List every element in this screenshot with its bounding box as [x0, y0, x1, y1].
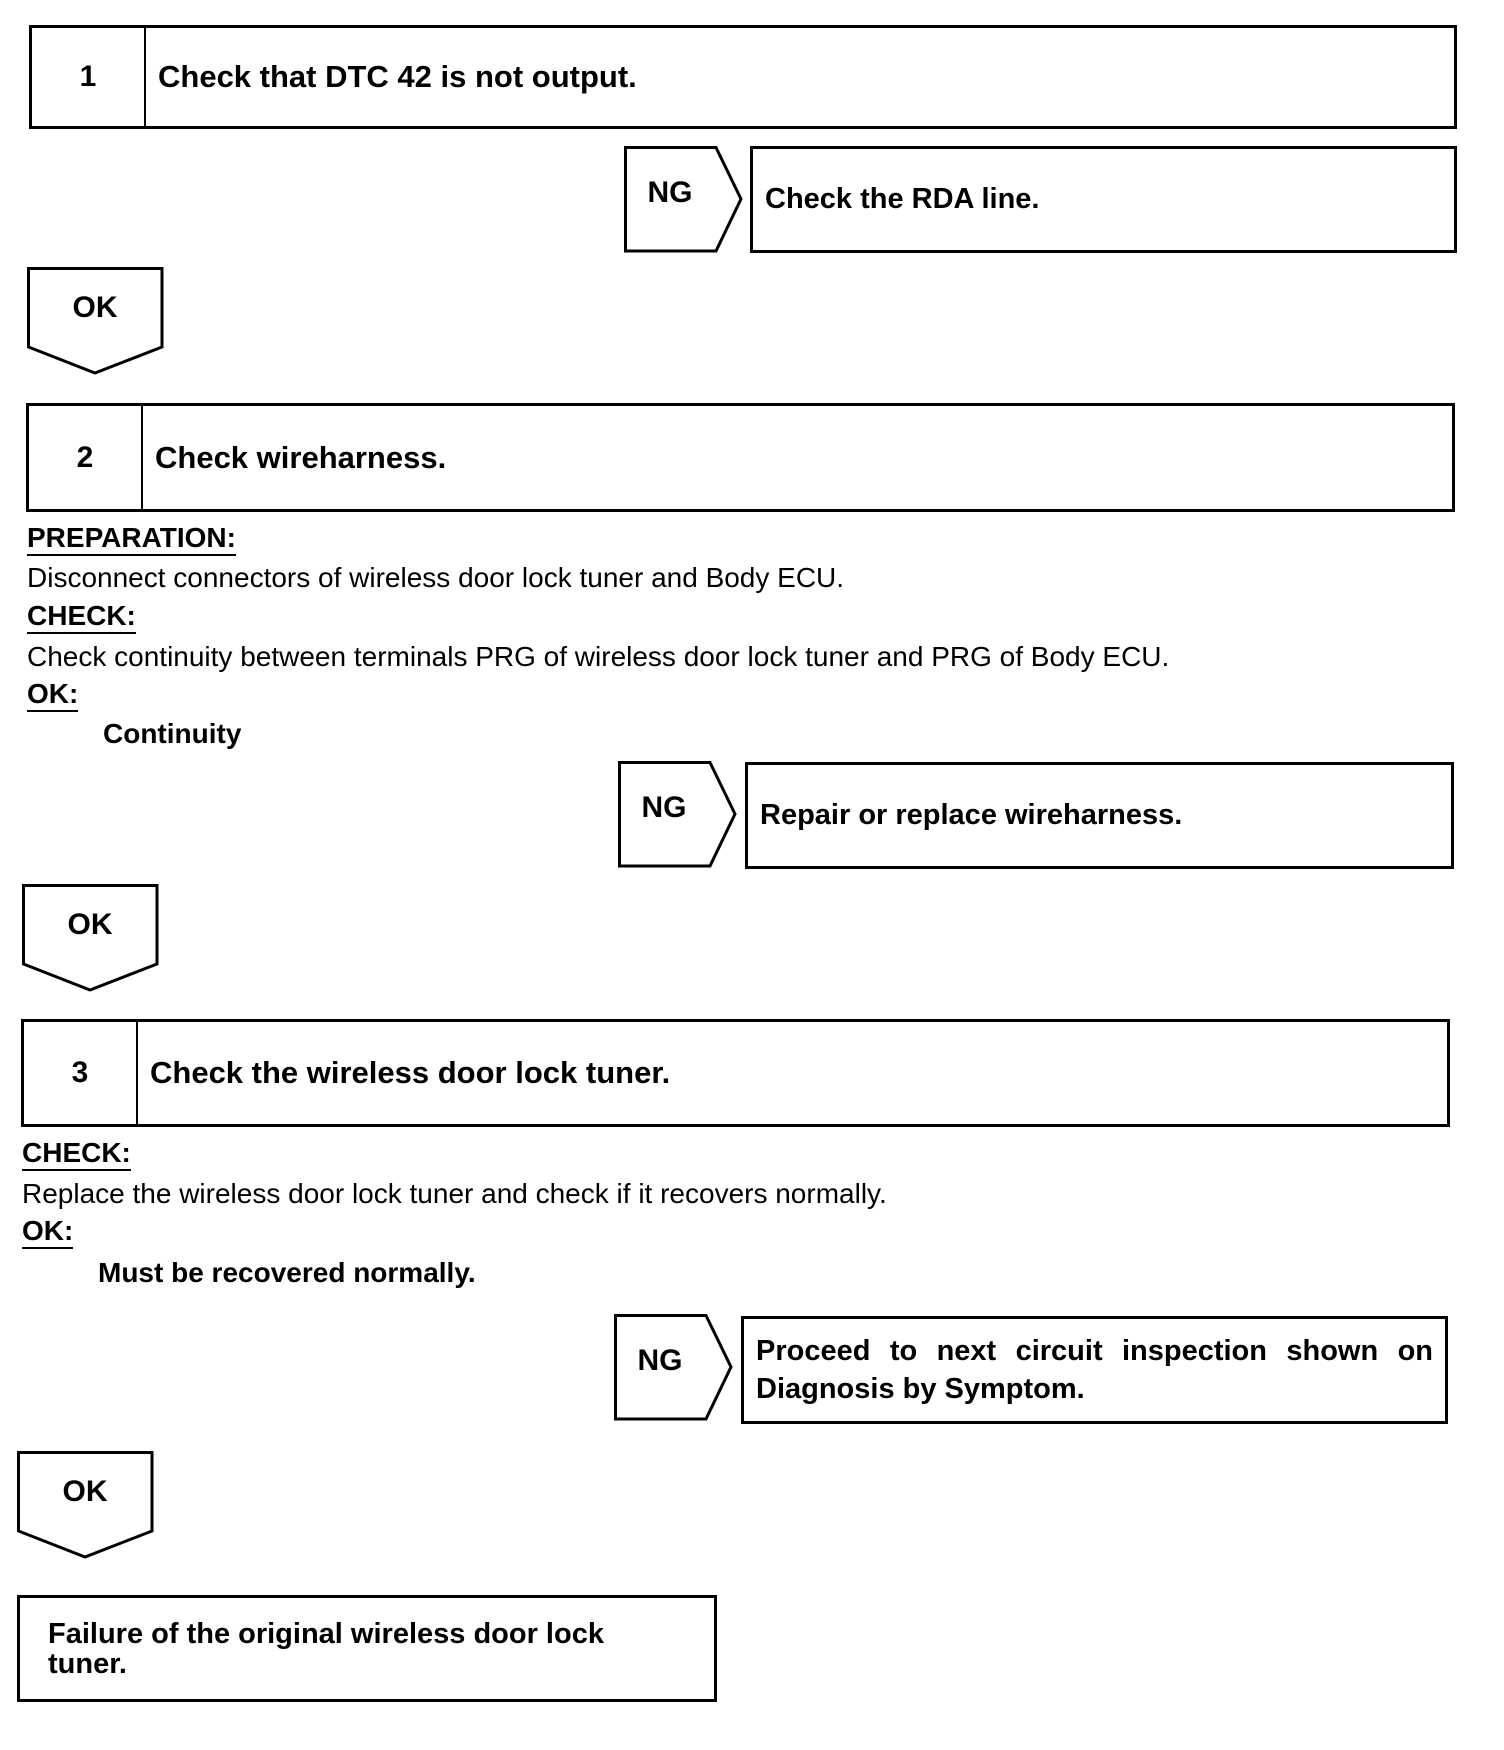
step-2-box — [26, 403, 1455, 512]
step-title: Check that DTC 42 is not output. — [158, 59, 637, 94]
ok-spec-label: OK: — [22, 1215, 73, 1249]
ng-label: NG — [641, 791, 687, 824]
ok-arrow-3 — [17, 1451, 155, 1559]
ok-label: OK — [62, 1475, 108, 1508]
step-number: 3 — [24, 1022, 138, 1124]
final-result-box: Failure of the original wireless door lock tuner. — [17, 1595, 717, 1702]
ok-spec-text: Continuity — [103, 718, 242, 749]
check-text: Replace the wireless door lock tuner and check if it recovers normally. — [22, 1178, 887, 1209]
step-title: Check wireharness. — [155, 439, 447, 475]
ok-label: OK — [67, 908, 113, 941]
check-text: Check continuity between terminals PRG of wireless door lock tuner and PRG of Body ECU. — [27, 641, 1170, 672]
ok-spec-text: Must be recovered normally. — [98, 1257, 476, 1288]
ok-arrow-1 — [27, 267, 165, 375]
step-1-box — [29, 25, 1457, 129]
step-3-box — [21, 1019, 1450, 1127]
ok-label: OK — [72, 291, 118, 324]
check-label: CHECK: — [22, 1137, 131, 1171]
ok-arrow-2 — [22, 884, 160, 992]
ng-label: NG — [647, 176, 693, 209]
step-number: 2 — [29, 406, 143, 509]
ok-spec-label: OK: — [27, 678, 78, 712]
ng-result-1: Check the RDA line. — [750, 146, 1457, 253]
preparation-text: Disconnect connectors of wireless door lock tuner and Body ECU. — [27, 562, 845, 593]
ng-result-2: Repair or replace wireharness. — [745, 762, 1454, 869]
step-title: Check the wireless door lock tuner. — [150, 1055, 671, 1090]
ng-label: NG — [637, 1344, 683, 1377]
step-number: 1 — [32, 28, 146, 126]
ng-result-3: Proceed to next circuit inspection shown on Diagnosis by Symptom. — [741, 1316, 1448, 1424]
check-label: CHECK: — [27, 600, 136, 634]
preparation-label: PREPARATION: — [27, 522, 236, 556]
